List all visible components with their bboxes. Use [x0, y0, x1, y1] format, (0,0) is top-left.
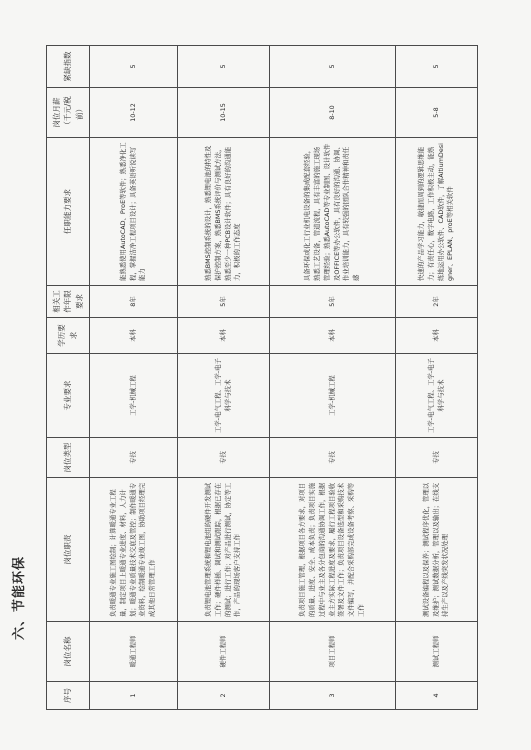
- cell-no: 2: [178, 682, 270, 710]
- job-table: [46, 45, 478, 710]
- cell-index: 5: [396, 46, 478, 88]
- cell-name: 测试工程师: [396, 622, 478, 682]
- cell-years: 5年: [178, 286, 270, 318]
- cell-years: 5年: [270, 286, 396, 318]
- rotated-table-container: [46, 46, 472, 710]
- header-index: 紧缺指数: [47, 46, 90, 88]
- cell-no: 1: [90, 682, 178, 710]
- header-type: 岗位类型: [47, 438, 90, 478]
- cell-name: 硬件工程师: [178, 622, 270, 682]
- cell-years: 2年: [396, 286, 478, 318]
- header-edu: 学历要求: [47, 318, 90, 354]
- cell-ability: 熟悉BMS控制系统的设计，熟悉锂电池的特性及保护控制方案，熟悉BMS系统评价与测试方法，熟悉至少一种PCB设计软件；具有良好的沟通能力，积极的工作态度: [178, 138, 270, 286]
- cell-ability: 能熟悉使用AutoCAD、ProE等软件；熟悉净化工程，掌握洁净工程项目设计；具备英语听说读写能力: [90, 138, 178, 286]
- table-row: [396, 46, 478, 710]
- cell-index: 5: [178, 46, 270, 88]
- cell-ability: 快速的产品学习能力，敏捷而周到的逻辑思维能力；有责任心，数字电路，工作积极主动，能熟练地运用办公软件、CAD软件，了解AltiumDesigner、EPLAN、proE等相关软件: [396, 138, 478, 286]
- cell-name: 项目工程师: [270, 622, 396, 682]
- table-row: [270, 46, 396, 710]
- cell-duty: 测试设备编程以及保养；测试程序优化，管理以及维护；测试数据分析，管理以及输出；在线支持生产以及产线突发状况处理: [396, 478, 478, 622]
- cell-major: 工学-机械工程: [270, 354, 396, 438]
- cell-type: 专技: [90, 438, 178, 478]
- cell-duty: 负责锂电池管理系统和锂电池组的硬件开发测试工作；硬件样插、调试和测试跟踪，根据已存在的测试；进行工作；对产品进行测试，协定等工作，产品的现场客户支持工作: [178, 478, 270, 622]
- cell-major: 工学-电气工程、工学-电子科学与技术: [178, 354, 270, 438]
- table-row: [178, 46, 270, 710]
- cell-major: 工学-机械工程: [90, 354, 178, 438]
- header-salary: 岗位月薪（千元/税前）: [47, 88, 90, 138]
- cell-type: 专技: [178, 438, 270, 478]
- header-major: 专业要求: [47, 354, 90, 438]
- cell-name: 暖通工程师: [90, 622, 178, 682]
- cell-edu: 本科: [396, 318, 478, 354]
- header-years: 相关工作年限要求: [47, 286, 90, 318]
- header-no: 序号: [47, 682, 90, 710]
- cell-no: 3: [270, 682, 396, 710]
- cell-edu: 本科: [178, 318, 270, 354]
- header-ability: 任职能力要求: [47, 138, 90, 286]
- cell-salary: 5-8: [396, 88, 478, 138]
- cell-no: 4: [396, 682, 478, 710]
- page-title: 六、节能环保: [12, 555, 27, 640]
- table-row: [90, 46, 178, 710]
- cell-ability: 具备环保或化工行业机电设备的集成配套经验，熟悉工艺设备，管道流程，具有丰富的施工现场管理经验；熟悉AutoCAD等专业制图、设计软件及OFFICE等办公软件，具有良好的沟通、协调、作业培训能力，具有较强的团队合作精神和责任感: [270, 138, 396, 286]
- cell-salary: 10-15: [178, 88, 270, 138]
- cell-major: 工学-电气工程、工学-电子科学与技术: [396, 354, 478, 438]
- cell-salary: 10-12: [90, 88, 178, 138]
- cell-years: 8年: [90, 286, 178, 318]
- header-row: [47, 46, 90, 710]
- header-duty: 岗位职责: [47, 478, 90, 622]
- cell-salary: 8-10: [270, 88, 396, 138]
- cell-index: 5: [270, 46, 396, 88]
- cell-duty: 负责项目施工管理，根据项目各方要求，对项目的质量、进度、安全、成本负责；负责项目实施过程中与业主及各分包商的沟通协调工作，根据业主方实际工程进度及要求，履行工程项目验收签署及文件工作；负责项目设备选型和采购技术文件编写，并配合采购部完成设备考察、采购等工作: [270, 478, 396, 622]
- cell-type: 专技: [270, 438, 396, 478]
- cell-edu: 本科: [270, 318, 396, 354]
- cell-type: 专技: [396, 438, 478, 478]
- cell-index: 5: [90, 46, 178, 88]
- cell-duty: 负责暖通专业施工图绘制；计算暖通专业工程量，制定项目上暖通专业进度、材料，人力计划；暖通专业质量技术交底及管控；制作暖通专业资料，绘制暖通专业竣工图，协助项目经理完成其他日常管理工作: [90, 478, 178, 622]
- cell-edu: 本科: [90, 318, 178, 354]
- header-name: 岗位名称: [47, 622, 90, 682]
